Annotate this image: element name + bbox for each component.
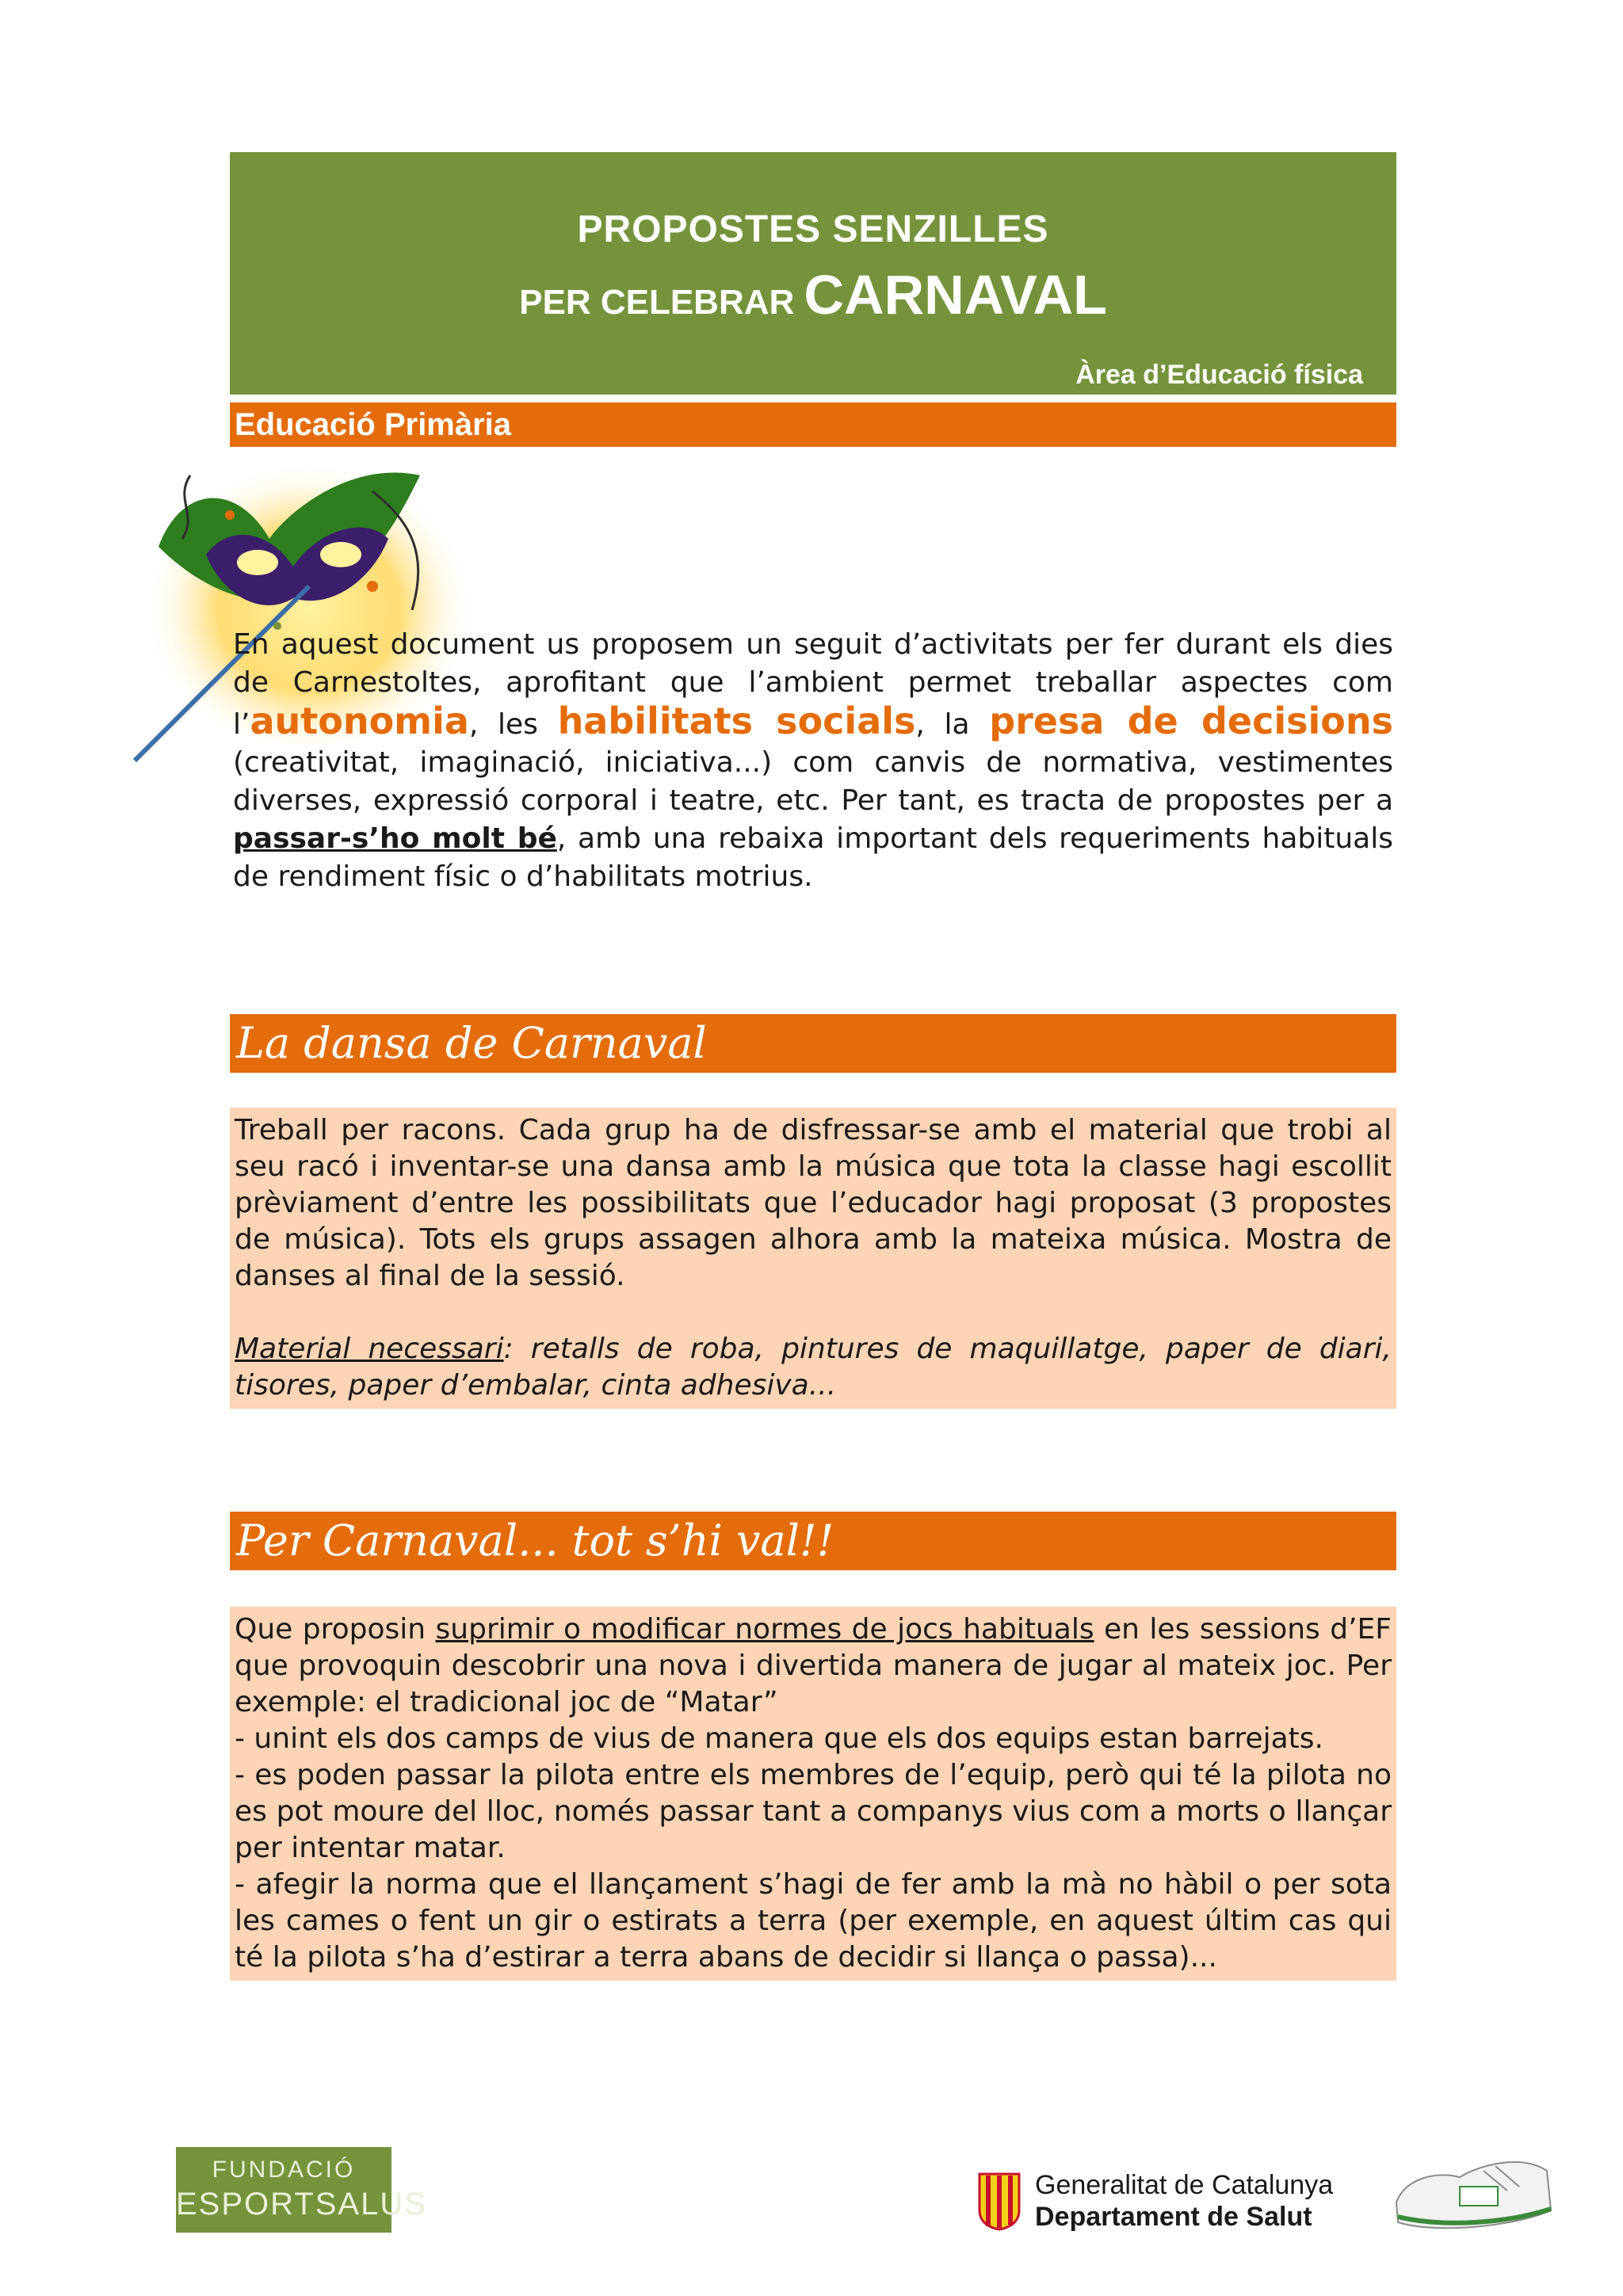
section-dansa-body: Treball per racons. Cada grup ha de disfressar-se amb el material que trobi al seu racó i inventar-se una dansa amb la música que tota la classe hagi escollit prèviament d’entre les possibilitats que l’educador hagi proposat (3 propostes de música). Tots els grups assagen alhora amb la mateixa música. Mostra de danses al final de la sessió. [235,1114,1392,1292]
section-dansa-box [230,1108,1396,1409]
intro-text-1: En aquest document us proposem un seguit d’activitats per fer durant els dies de Carnestoltes, aprofitant que l’ambient permet treballar aspectes com l’ [233,628,1393,741]
section-tot-s-hi-val-box [230,1607,1396,1981]
generalitat-line-1: Generalitat de Catalunya [1035,2170,1334,2200]
section-2-item-1: - unint els dos camps de vius de manera que els dos equips estan barrejats. [235,1722,1323,1755]
area-label: Àrea d’Educació física [1075,360,1363,390]
highlight-habilitats-socials: habilitats socials [557,700,916,742]
highlight-presa-de-decisions: presa de decisions [989,700,1393,742]
intro-text-5: , amb una rebaixa important dels requeriments habituals de rendiment físic o d’habilitats motrius. [233,822,1394,893]
section-tot-s-hi-val-title: Per Carnaval... tot s’hi val!! [230,1512,1396,1570]
section-2-intro [235,1611,1392,1721]
level-bar: Educació Primària [230,402,1396,447]
highlight-autonomia: autonomia [250,700,469,742]
generalitat-line-2: Departament de Salut [1035,2202,1312,2232]
title-line-2-prefix: PER CELEBRAR [519,283,804,322]
title-line-2 [230,263,1396,326]
section-2-suffix: en les sessions d’EF que provoquin descobrir una nova i divertida manera de jugar al mateix joc. Per exemple: el tradicional joc de “Matar” [235,1613,1392,1718]
intro-text-3: , la [915,708,990,741]
section-2-item-3: - afegir la norma que el llançament s’hagi de fer amb la mà no hàbil o per sota les cames o fent un gir o estirats a terra (per exemple, en aquest últim cas qui té la pilota s’ha d’estirar a terra abans de decidir si llança o passa)... [235,1868,1392,1974]
sneaker-logo-icon [1388,2147,1555,2242]
material-text: : retalls de roba, pintures de maquillatge, paper de diari, tisores, paper d’embalar, cinta adhesiva... [235,1333,1392,1402]
material-label: Material necessari [235,1333,504,1365]
fundacio-line-2: ESPORTSALUS [176,2187,427,2222]
generalitat-logo-icon [976,2171,1022,2231]
fundacio-line-1: FUNDACIÓ [212,2157,356,2183]
section-2-underline: suprimir o modificar normes de jocs habituals [435,1613,1094,1646]
section-2-prefix: Que proposin [235,1613,436,1646]
generalitat-text [1035,2169,1333,2233]
title-line-1: PROPOSTES SENZILLES [577,208,1049,250]
section-dansa-title: La dansa de Carnaval [230,1014,1396,1073]
intro-text-2: , les [468,708,558,741]
section-dansa-material [235,1331,1392,1404]
intro-text-4: (creativitat, imaginació, iniciativa...) com canvis de normativa, vestimentes diverses, expressió corporal i teatre, etc. Per tant, es tracta de propostes per a [233,746,1393,817]
section-2-item-2: - es poden passar la pilota entre els membres de l’equip, però qui té la pilota no es pot moure del lloc, només passar tant a companys vius com a morts o llançar per intentar matar. [235,1759,1392,1864]
title-carnaval: CARNAVAL [804,264,1107,326]
intro-paragraph [233,626,1393,896]
title-banner [230,152,1396,395]
intro-underline: passar-s’ho molt bé [233,822,557,855]
fundacio-esportsalus-logo [176,2147,427,2233]
